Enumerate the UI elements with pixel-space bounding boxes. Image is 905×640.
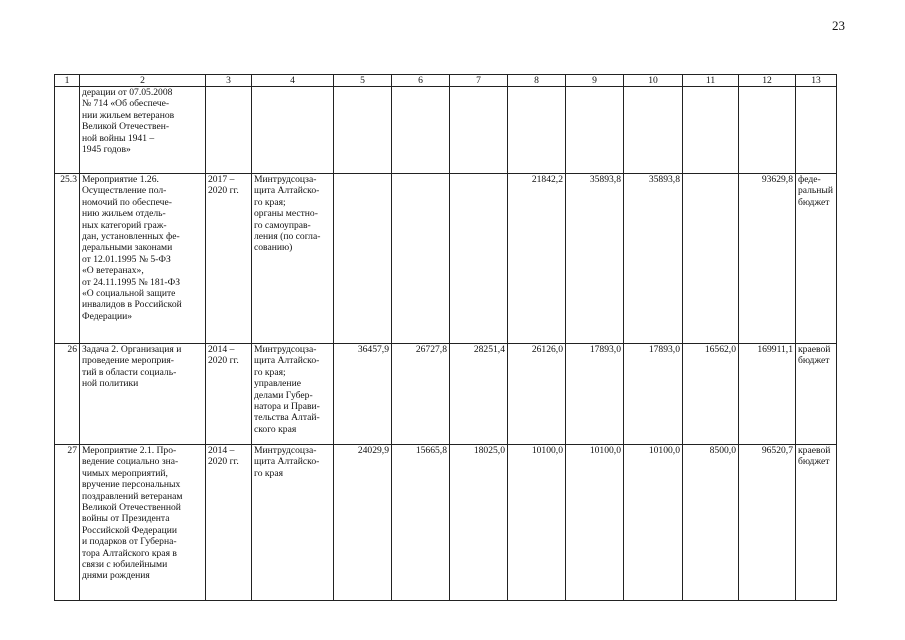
- funding-source-line: краевой: [798, 445, 831, 456]
- executor-line: тельства Алтай-: [254, 412, 320, 424]
- period: [206, 344, 252, 445]
- value-2014: [334, 174, 392, 344]
- value-2018: 35893,8: [566, 174, 624, 344]
- measure-name-line: дан, установленных фе-: [82, 231, 180, 243]
- measure-name-line: вручение персональных: [82, 479, 181, 491]
- measure-name-line: ной войны 1941 –: [82, 132, 155, 144]
- executor-line: управление: [254, 378, 301, 390]
- measure-name-line: Мероприятие 1.26.: [82, 174, 159, 185]
- measure-name-line: Задача 2. Организация и: [82, 344, 182, 355]
- column-number-6: 6: [392, 75, 450, 87]
- funding-source-line: феде-: [798, 174, 821, 185]
- value-2014: 36457,9: [334, 344, 392, 445]
- period: [206, 174, 252, 344]
- table-row: [55, 445, 837, 601]
- measure-name-line: нию жильем отдель-: [82, 208, 166, 220]
- measure-name-line: Великой Отечественной: [82, 502, 181, 514]
- value-2018: 17893,0: [566, 344, 624, 445]
- column-number-9: 9: [566, 75, 624, 87]
- value-2014: [334, 87, 392, 174]
- measure-name-line: тора Алтайского края в: [82, 547, 177, 559]
- measure-name-line: поздравлений ветеранам: [82, 490, 183, 502]
- executor-line: го края;: [254, 366, 286, 378]
- value-2018: [566, 87, 624, 174]
- funding-source-line: бюджет: [798, 196, 830, 208]
- column-number-2: 2: [80, 75, 206, 87]
- column-number-5: 5: [334, 75, 392, 87]
- executor-line: органы местно-: [254, 208, 318, 220]
- executor: [252, 174, 334, 344]
- executor-line: делами Губер-: [254, 389, 313, 401]
- measure-name-line: Осуществление пол-: [82, 185, 167, 197]
- measure-name-line: ведение социально зна-: [82, 456, 179, 468]
- measure-name-line: 1945 годов»: [82, 144, 131, 156]
- executor-line: го края: [254, 467, 284, 479]
- period: [206, 445, 252, 601]
- funding-source-line: краевой: [798, 344, 831, 355]
- measure-name-line: днями рождения: [82, 570, 150, 582]
- measure-name-line: от 12.01.1995 № 5-ФЗ: [82, 253, 171, 265]
- column-number-11: 11: [683, 75, 739, 87]
- value-2019: 17893,0: [624, 344, 683, 445]
- value-2017: 26126,0: [508, 344, 566, 445]
- measure-name-line: проведение мероприя-: [82, 355, 174, 367]
- measure-name-line: № 714 «Об обеспече-: [82, 98, 170, 110]
- executor-line: щита Алтайско-: [254, 456, 320, 468]
- row-number: 25.3: [55, 174, 80, 344]
- executor-line: го самоуправ-: [254, 219, 311, 231]
- measure-name-line: «О социальной защите: [82, 288, 176, 300]
- measure-name-line: чимых мероприятий,: [82, 467, 168, 479]
- executor: [252, 344, 334, 445]
- column-number-12: 12: [739, 75, 796, 87]
- executor: [252, 87, 334, 174]
- value-2015: [392, 87, 450, 174]
- value-2020: [683, 174, 739, 344]
- value-2016: [450, 87, 508, 174]
- measure-name-line: деральными законами: [82, 242, 173, 254]
- measure-name-line: Российской Федерации: [82, 524, 177, 536]
- total-value: 93629,8: [739, 174, 796, 344]
- executor-line: Минтрудсоцза-: [254, 174, 317, 185]
- program-table: [54, 74, 837, 601]
- value-2014: 24029,9: [334, 445, 392, 601]
- measure-name-line: Мероприятие 2.1. Про-: [82, 445, 177, 456]
- total-value: [739, 87, 796, 174]
- column-number-13: 13: [796, 75, 837, 87]
- value-2018: 10100,0: [566, 445, 624, 601]
- table-row: [55, 344, 837, 445]
- executor-line: натора и Прави-: [254, 401, 320, 413]
- page-number: 23: [832, 18, 845, 33]
- measure-name-line: связи с юбилейными: [82, 559, 168, 571]
- measure-name-line: дерации от 07.05.2008: [82, 87, 173, 98]
- value-2017: 21842,2: [508, 174, 566, 344]
- executor-line: сованию): [254, 242, 293, 254]
- measure-name-line: инвалидов в Российской: [82, 299, 182, 311]
- value-2019: [624, 87, 683, 174]
- executor-line: го края;: [254, 196, 286, 208]
- value-2016: 18025,0: [450, 445, 508, 601]
- measure-name-line: Великой Отечествен-: [82, 121, 170, 133]
- row-number: 26: [55, 344, 80, 445]
- funding-source-line: бюджет: [798, 456, 830, 468]
- executor-line: Минтрудсоцза-: [254, 344, 317, 355]
- period-line: 2014 –: [208, 344, 235, 355]
- measure-name-line: от 24.11.1995 № 181-ФЗ: [82, 276, 180, 288]
- measure-name-line: ных категорий граж-: [82, 219, 167, 231]
- column-number-10: 10: [624, 75, 683, 87]
- value-2019: 10100,0: [624, 445, 683, 601]
- measure-name-line: тий в области социаль-: [82, 366, 177, 378]
- column-number-4: 4: [252, 75, 334, 87]
- measure-name-line: войны от Президента: [82, 513, 170, 525]
- column-number-row: [55, 75, 837, 87]
- column-number-1: 1: [55, 75, 80, 87]
- period-line: 2020 гг.: [208, 185, 239, 197]
- total-value: 96520,7: [739, 445, 796, 601]
- table-row: [55, 174, 837, 344]
- executor-line: ления (по согла-: [254, 231, 321, 243]
- row-number: 27: [55, 445, 80, 601]
- measure-name: [80, 174, 206, 344]
- executor-line: Минтрудсоцза-: [254, 445, 317, 456]
- executor-line: ского края: [254, 423, 297, 435]
- measure-name-line: «О ветеранах»,: [82, 265, 144, 277]
- row-number: [55, 87, 80, 174]
- measure-name-line: нии жильем ветеранов: [82, 109, 175, 121]
- period: [206, 87, 252, 174]
- measure-name: [80, 445, 206, 601]
- measure-name: [80, 87, 206, 174]
- value-2020: [683, 87, 739, 174]
- period-line: 2017 –: [208, 174, 235, 185]
- measure-name-line: и подарков от Губерна-: [82, 536, 177, 548]
- value-2017: [508, 87, 566, 174]
- value-2016: [450, 174, 508, 344]
- funding-source: [796, 344, 837, 445]
- value-2019: 35893,8: [624, 174, 683, 344]
- funding-source: [796, 445, 837, 601]
- table-row: [55, 87, 837, 174]
- value-2020: 16562,0: [683, 344, 739, 445]
- column-number-8: 8: [508, 75, 566, 87]
- period-line: 2020 гг.: [208, 456, 239, 468]
- value-2017: 10100,0: [508, 445, 566, 601]
- column-number-3: 3: [206, 75, 252, 87]
- value-2015: [392, 174, 450, 344]
- measure-name-line: Федерации»: [82, 310, 133, 322]
- value-2015: 15665,8: [392, 445, 450, 601]
- funding-source-line: бюджет: [798, 355, 830, 367]
- total-value: 169911,1: [739, 344, 796, 445]
- executor-line: щита Алтайско-: [254, 355, 320, 367]
- measure-name-line: ной политики: [82, 378, 139, 390]
- period-line: 2020 гг.: [208, 355, 239, 367]
- value-2015: 26727,8: [392, 344, 450, 445]
- funding-source: [796, 174, 837, 344]
- executor-line: щита Алтайско-: [254, 185, 320, 197]
- executor: [252, 445, 334, 601]
- value-2016: 28251,4: [450, 344, 508, 445]
- measure-name-line: номочий по обеспече-: [82, 196, 172, 208]
- period-line: 2014 –: [208, 445, 235, 456]
- funding-source: [796, 87, 837, 174]
- value-2020: 8500,0: [683, 445, 739, 601]
- column-number-7: 7: [450, 75, 508, 87]
- measure-name: [80, 344, 206, 445]
- funding-source-line: ральный: [798, 185, 834, 197]
